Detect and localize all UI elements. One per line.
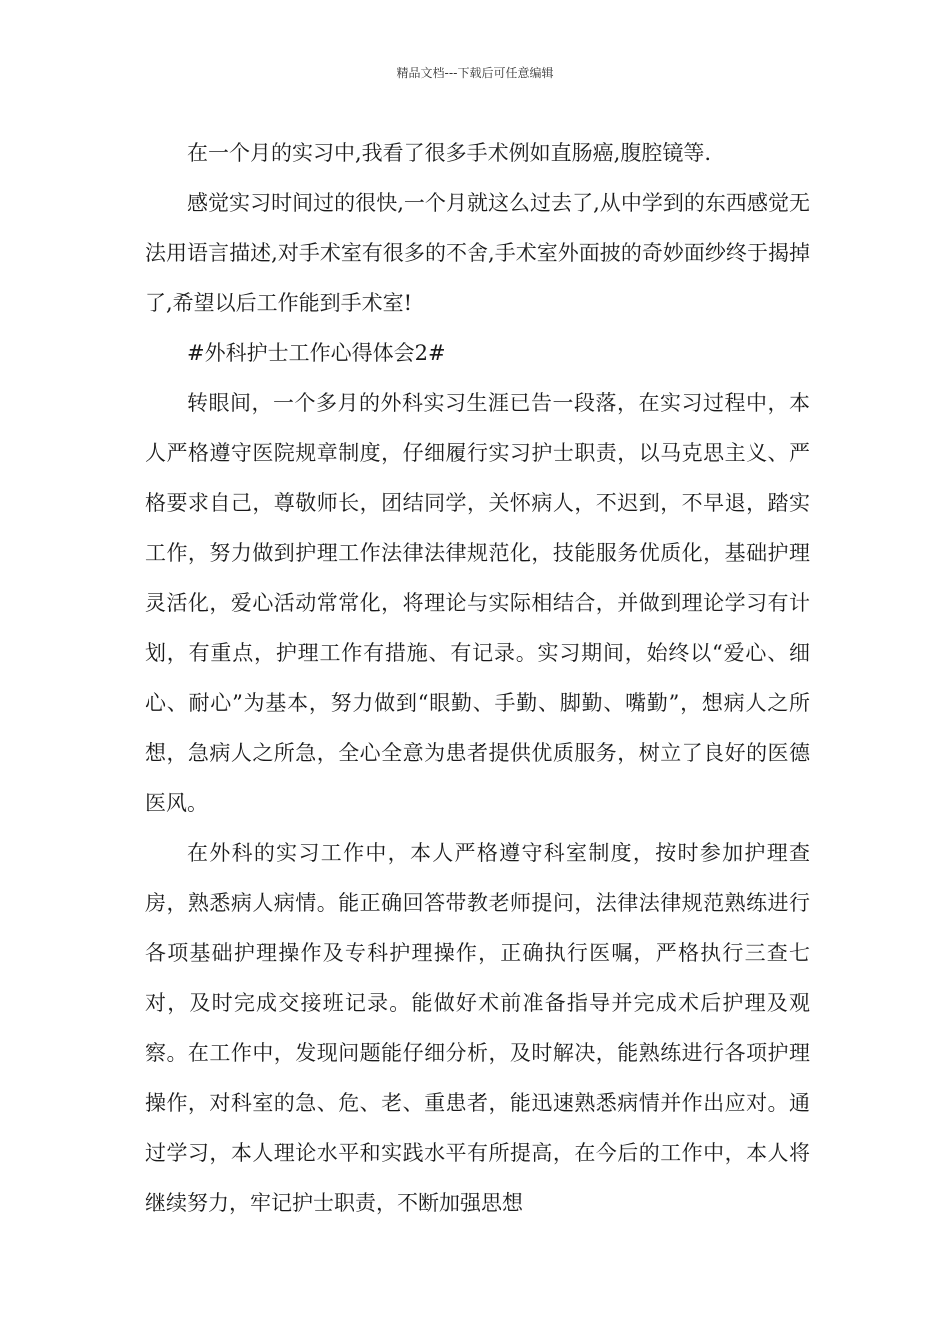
paragraph-1: 在一个月的实习中,我看了很多手术例如直肠癌,腹腔镜等. [187,141,712,165]
paragraph-3: 转眼间，一个多月的外科实习生涯已告一段落，在实习过程中，本人严格遵守医院规章制度，仔细履行实习护士职责，以马克思主义、严格要求自己，尊敬师长，团结同学，关怀病人，不迟到，不早退，踏实工作，努力做到护理工作法律法律规范化，技能服务优质化，基础护理灵活化，爱心活动常常化，将理论与实际相结合，并做到理论学习有计划，有重点，护理工作有措施、有记录。实习期间，始终以“爱心、细心、耐心”为基本，努力做到“眼勤、手勤、脚勤、嘴勤”，想病人之所想，急病人之所急，全心全意为患者提供优质服务，树立了良好的医德医风。 [145,391,810,815]
paragraph-2: 感觉实习时间过的很快,一个月就这么过去了,从中学到的东西感觉无法用语言描述,对手术室有很多的不舍,手术室外面披的奇妙面纱终于揭掉了,希望以后工作能到手术室! [145,191,810,315]
page-header: 精品文档---下载后可任意编辑 [396,66,554,80]
section-heading: #外科护士工作心得体会2# [187,341,446,365]
paragraph-4: 在外科的实习工作中，本人严格遵守科室制度，按时参加护理查房，熟悉病人病情。能正确回答带教老师提问，法律法律规范熟练进行各项基础护理操作及专科护理操作，正确执行医嘱，严格执行三查七对，及时完成交接班记录。能做好术前准备指导并完成术后护理及观察。在工作中，发现问题能仔细分析，及时解决，能熟练进行各项护理操作，对科室的急、危、老、重患者，能迅速熟悉病情并作出应对。通过学习，本人理论水平和实践水平有所提高，在今后的工作中，本人将继续努力，牢记护士职责，不断加强思想 [145,841,810,1215]
document-body [145,128,810,1228]
